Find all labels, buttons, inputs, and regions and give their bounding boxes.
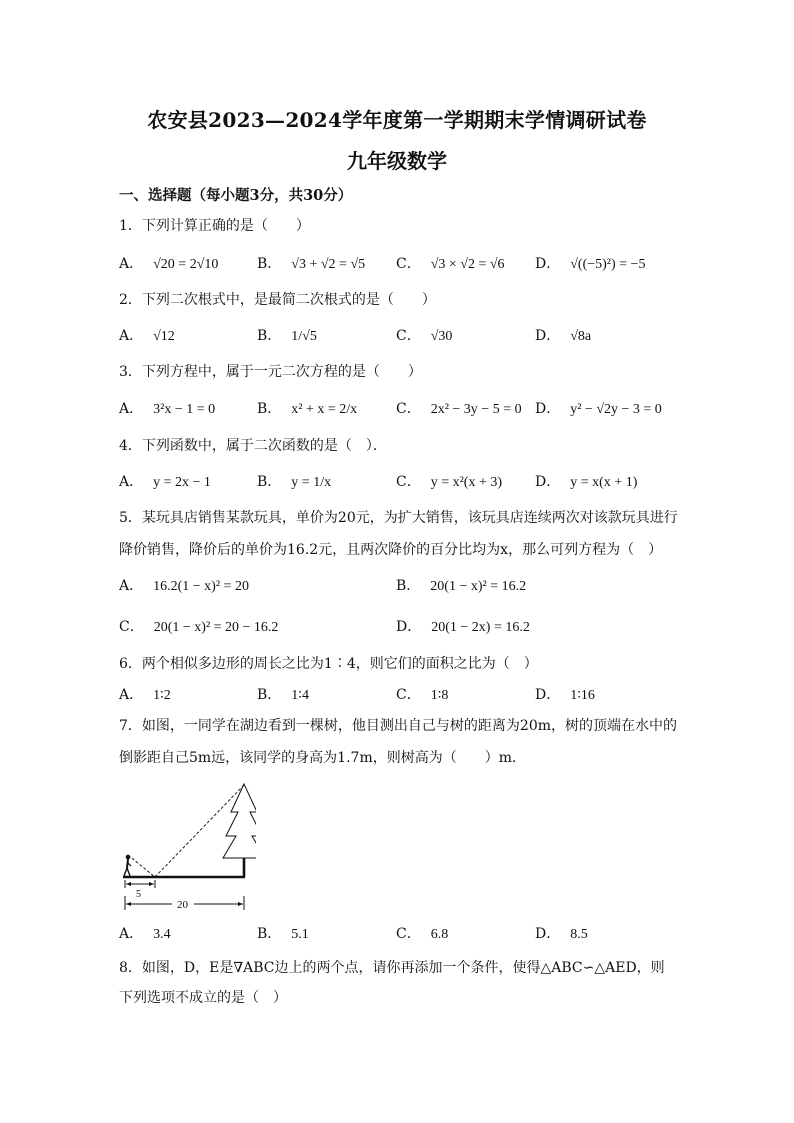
exam-title: 农安县2023—2024学年度第一学期期末学情调研试卷 — [147, 108, 647, 132]
dimension-label-20: 20 — [177, 899, 188, 911]
q6-option-d-text: 1∶16 — [570, 688, 595, 703]
q5-option-d-text: 20(1 − 2x) = 16.2 — [431, 620, 530, 635]
q7-option-c: C． 6.8 — [396, 926, 449, 942]
q6-option-c-text: 1∶8 — [430, 688, 449, 703]
q6-option-d: D． 1∶16 — [535, 687, 595, 703]
exam-subtitle: 九年级数学 — [347, 149, 447, 173]
q3-option-d: D． y² − √2y − 3 = 0 — [535, 401, 662, 417]
q7-option-b-text: 5.1 — [291, 927, 309, 942]
q3-option-d-text: y² − √2y − 3 = 0 — [570, 402, 662, 417]
section-heading: 一、选择题（每小题3分，共30分） — [119, 187, 353, 204]
q5-stem-line1: 5．某玩具店销售某款玩具，单价为20元，为扩大销售，该玩具店连续两次对该款玩具进行 — [119, 510, 678, 526]
q7-stem-line1: 7．如图，一同学在湖边看到一棵树，他目测出自己与树的距离为20m，树的顶端在水中的 — [119, 718, 677, 734]
q7-option-d: D． 8.5 — [535, 926, 588, 942]
q6-option-b: B． 1∶4 — [257, 687, 309, 703]
q4-option-a: A． y = 2x − 1 — [119, 474, 211, 490]
q1-option-c-text: √3 × √2 = √6 — [430, 257, 505, 272]
q4-option-d: D． y = x(x + 1) — [535, 474, 638, 490]
sight-line-reflection-to-treetop — [155, 785, 244, 877]
q7-option-a: A． 3.4 — [119, 926, 171, 942]
q6-option-a: A． 1∶2 — [119, 687, 171, 703]
q3-stem: 3．下列方程中，属于一元二次方程的是（ ） — [119, 364, 422, 380]
q4-option-c-text: y = x²(x + 3) — [430, 475, 503, 490]
q6-option-c: C． 1∶8 — [396, 687, 449, 703]
q2-option-c: C． √30 — [396, 328, 453, 344]
q3-option-c: C． 2x² − 3y − 5 = 0 — [396, 401, 522, 417]
q7-option-a-text: 3.4 — [153, 927, 171, 942]
q2-stem: 2．下列二次根式中，是最简二次根式的是（ ） — [119, 292, 436, 308]
q3-option-a-text: 3²x − 1 = 0 — [153, 402, 216, 417]
q6-stem: 6．两个相似多边形的周长之比为1∶4，则它们的面积之比为（ ） — [119, 656, 538, 672]
q5-option-a: A． 16.2(1 − x)² = 20 — [119, 578, 249, 594]
q5-stem-line2: 降价销售，降价后的单价为16.2元，且两次降价的百分比均为x，那么可列方程为（ ） — [119, 542, 663, 558]
q2-option-b-text: 1/√5 — [291, 329, 317, 344]
q2-option-a: A． √12 — [119, 328, 175, 344]
person-icon — [124, 855, 131, 876]
q5-option-a-text: 16.2(1 − x)² = 20 — [153, 579, 249, 594]
q1-option-b-text: √3 + √2 = √5 — [291, 257, 366, 272]
q8-stem-line1: 8．如图，D，E是∇ABC边上的两个点，请你再添加一个条件，使得△ABC∽△AED，则 — [119, 960, 665, 976]
q2-option-b: B． 1/√5 — [257, 328, 317, 344]
q5-option-b: B． 20(1 − x)² = 16.2 — [396, 578, 527, 594]
q4-stem: 4．下列函数中，属于二次函数的是（ ）． — [119, 438, 387, 454]
q7-tree-reflection-figure — [116, 776, 256, 916]
q1-option-a: A． √20 = 2√10 — [119, 256, 219, 272]
q1-stem: 1．下列计算正确的是（ ） — [119, 218, 310, 234]
q1-option-a-text: √20 = 2√10 — [153, 257, 219, 272]
q2-option-d: D． √8a — [535, 328, 592, 344]
q3-option-b: B． x² + x = 2/x — [257, 401, 358, 417]
q4-option-a-text: y = 2x − 1 — [153, 475, 211, 490]
q4-option-b: B． y = 1/x — [257, 474, 332, 490]
q1-option-d: D． √((−5)²) = −5 — [535, 256, 646, 272]
q5-option-d: D． 20(1 − 2x) = 16.2 — [396, 619, 530, 635]
q6-option-b-text: 1∶4 — [291, 688, 309, 703]
tree-crown — [223, 784, 256, 858]
q7-option-c-text: 6.8 — [430, 927, 449, 942]
q6-option-a-text: 1∶2 — [153, 688, 171, 703]
q3-option-c-text: 2x² − 3y − 5 = 0 — [430, 402, 522, 417]
q7-option-d-text: 8.5 — [570, 927, 588, 942]
q4-option-c: C． y = x²(x + 3) — [396, 474, 503, 490]
q1-option-d-text: √((−5)²) = −5 — [570, 257, 646, 272]
q7-stem-line2: 倒影距自己5m远，该同学的身高为1.7m，则树高为（ ）m． — [119, 750, 526, 766]
q3-option-b-text: x² + x = 2/x — [291, 402, 358, 417]
q3-option-a: A． 3²x − 1 = 0 — [119, 401, 216, 417]
q1-option-c: C． √3 × √2 = √6 — [396, 256, 505, 272]
sight-line-person-to-reflection — [128, 855, 155, 877]
q5-option-c-text: 20(1 − x)² = 20 − 16.2 — [153, 620, 279, 635]
dimension-label-5: 5 — [136, 889, 141, 900]
q2-option-c-text: √30 — [430, 329, 453, 344]
q8-stem-line2: 下列选项不成立的是（ ） — [119, 990, 287, 1006]
q5-option-c: C． 20(1 − x)² = 20 − 16.2 — [119, 619, 279, 635]
q2-option-a-text: √12 — [153, 329, 175, 344]
q4-option-d-text: y = x(x + 1) — [570, 475, 638, 490]
q7-option-b: B． 5.1 — [257, 926, 309, 942]
q1-option-b: B． √3 + √2 = √5 — [257, 256, 366, 272]
q2-option-d-text: √8a — [570, 329, 592, 344]
q4-option-b-text: y = 1/x — [291, 475, 332, 490]
q5-option-b-text: 20(1 − x)² = 16.2 — [430, 579, 527, 594]
